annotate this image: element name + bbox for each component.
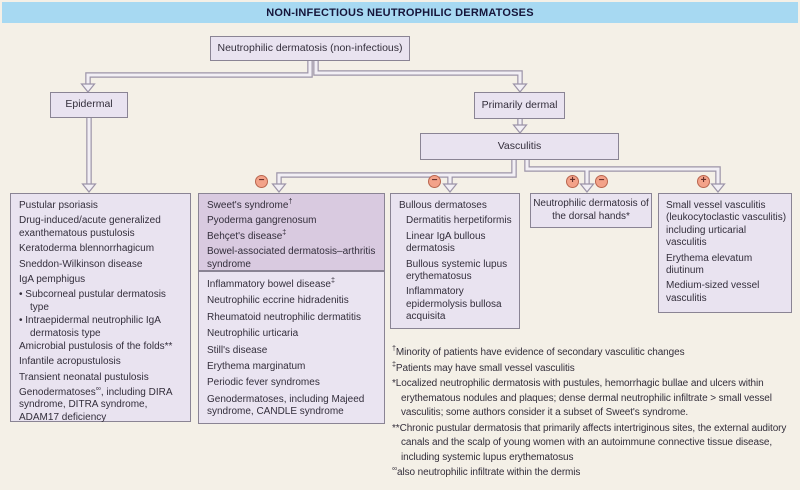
epidermal-disorder-item: • Subcorneal pustular dermatosis type: [19, 289, 166, 313]
list-bullous-dermatoses: [390, 193, 520, 329]
sweets-group-item: Sweet's syndrome†: [207, 196, 293, 211]
epidermal-disorder-item: Genodermatoses∞, including DIRA syndrome, DITRA syndrome, ADAM17 deficiency: [19, 383, 172, 423]
plus-marker-dorsal-hands: +: [566, 175, 579, 188]
arrow-to-sweets-group: [273, 184, 286, 192]
arrow-to-small-vessel: [712, 184, 725, 192]
arrow-to-vasculitis: [514, 125, 527, 133]
arrow-to-primarily-dermal: [514, 84, 527, 92]
epidermal-disorder-item: Infantile acropustulosis: [19, 356, 121, 368]
epidermal-disorder-item: Pustular psoriasis: [19, 200, 98, 211]
node-dorsal-hands-label: Neutrophilic dermatosis of the dorsal hands*: [533, 198, 649, 222]
sweets-group-item: Pyoderma gangrenosum: [207, 215, 317, 227]
minus-marker-dorsal-hands: −: [595, 175, 608, 188]
epidermal-disorder-item: IgA pemphigus: [19, 273, 86, 285]
node-primarily-dermal: [474, 92, 565, 119]
node-vasculitis: [420, 133, 619, 160]
list-epidermal-disorders: [10, 193, 191, 422]
arrow-to-bullous: [444, 184, 457, 192]
bullous-item: Inflammatory epidermolysis bullosa acquisita: [406, 286, 502, 323]
page-title: NON-INFECTIOUS NEUTROPHILIC DERMATOSES: [266, 6, 534, 19]
sweets-group-item: Neutrophilic urticaria: [207, 328, 299, 340]
small-vessel-item: Medium-sized vessel vasculitis: [666, 280, 760, 304]
footnote-line: †Minority of patients have evidence of secondary vasculitic changes: [392, 343, 685, 358]
sweets-group-primary-section: [198, 193, 385, 271]
node-dorsal-hands: [530, 193, 652, 228]
footnote-line: **Chronic pustular dermatosis that primarily affects intertriginous sites, the external auditory canals and the scalp of young women with an autoimmune connective tissue disease, including systemic lupus erythematosus: [392, 422, 787, 463]
footnotes-section: [392, 343, 798, 482]
sweets-group-item: Rheumatoid neutrophilic dermatitis: [207, 311, 361, 323]
sweets-group-item: Periodic fever syndromes: [207, 377, 320, 389]
arrow-to-epidermal-list: [83, 184, 96, 192]
node-root-label: Neutrophilic dermatosis (non-infectious): [217, 41, 403, 54]
epidermal-disorder-item: Keratoderma blennorrhagicum: [19, 243, 155, 255]
small-vessel-item: Small vessel vasculitis (leukocytoclastic vasculitis) including urticarial vasculitis: [666, 200, 787, 249]
bullous-item: Linear IgA bullous dermatosis: [406, 230, 486, 255]
sweets-group-item: Still's disease: [207, 344, 268, 356]
node-epidermal: [50, 92, 128, 118]
node-vasculitis-label: Vasculitis: [497, 139, 542, 152]
connector-outlines: [88, 60, 718, 185]
list-sweets-group: [198, 193, 385, 424]
sweets-group-item: Behçet's disease‡: [207, 227, 287, 242]
node-root: [210, 36, 410, 61]
sweets-group-item: Genodermatoses, including Majeed syndrome, CANDLE syndrome: [207, 393, 365, 418]
bullous-item: Bullous systemic lupus erythematosus: [406, 258, 508, 282]
sweets-group-item: Inflammatory bowel disease‡: [207, 275, 335, 290]
sweets-group-secondary-section: [198, 271, 385, 424]
arrow-to-dorsal-hands: [581, 184, 594, 192]
epidermal-disorder-item: Drug-induced/acute generalized exanthematous pustulosis: [19, 215, 161, 239]
plus-marker-small-vessel: +: [697, 175, 710, 188]
small-vessel-item: Erythema elevatum diutinum: [666, 252, 753, 276]
bullous-item: Bullous dermatoses: [399, 200, 487, 211]
sweets-group-item: Bowel-associated dermatosis–arthritis syndrome: [207, 246, 376, 270]
epidermal-disorder-item: Amicrobial pustulosis of the folds**: [19, 340, 173, 352]
minus-marker-bullous: −: [428, 175, 441, 188]
list-small-vessel: [658, 193, 792, 313]
sweets-group-item: Neutrophilic eccrine hidradenitis: [207, 295, 349, 307]
node-primarily-dermal-label: Primarily dermal: [481, 98, 558, 111]
epidermal-disorder-item: Transient neonatal pustulosis: [19, 371, 149, 383]
node-epidermal-label: Epidermal: [65, 98, 113, 111]
arrow-to-epidermal: [82, 84, 95, 92]
epidermal-disorder-item: • Intraepidermal neutrophilic IgA dermatosis type: [19, 315, 161, 339]
bullous-item: Dermatitis herpetiformis: [406, 215, 512, 227]
footnote-line: ∞also neutrophilic infiltrate within the dermis: [392, 463, 581, 478]
footnote-line: ‡Patients may have small vessel vasculitis: [392, 359, 575, 374]
epidermal-disorder-item: Sneddon-Wilkinson disease: [19, 258, 143, 270]
footnote-line: *Localized neutrophilic dermatosis with pustules, hemorrhagic bullae and ulcers within erythematous nodules and plaques; dense dermal neutrophilic infiltrate > small vessel vasculitis; some authors consider it a subset of Sweet's syndrome.: [392, 378, 772, 418]
minus-marker-sweets: −: [255, 175, 268, 188]
sweets-group-item: Erythema marginatum: [207, 360, 306, 372]
